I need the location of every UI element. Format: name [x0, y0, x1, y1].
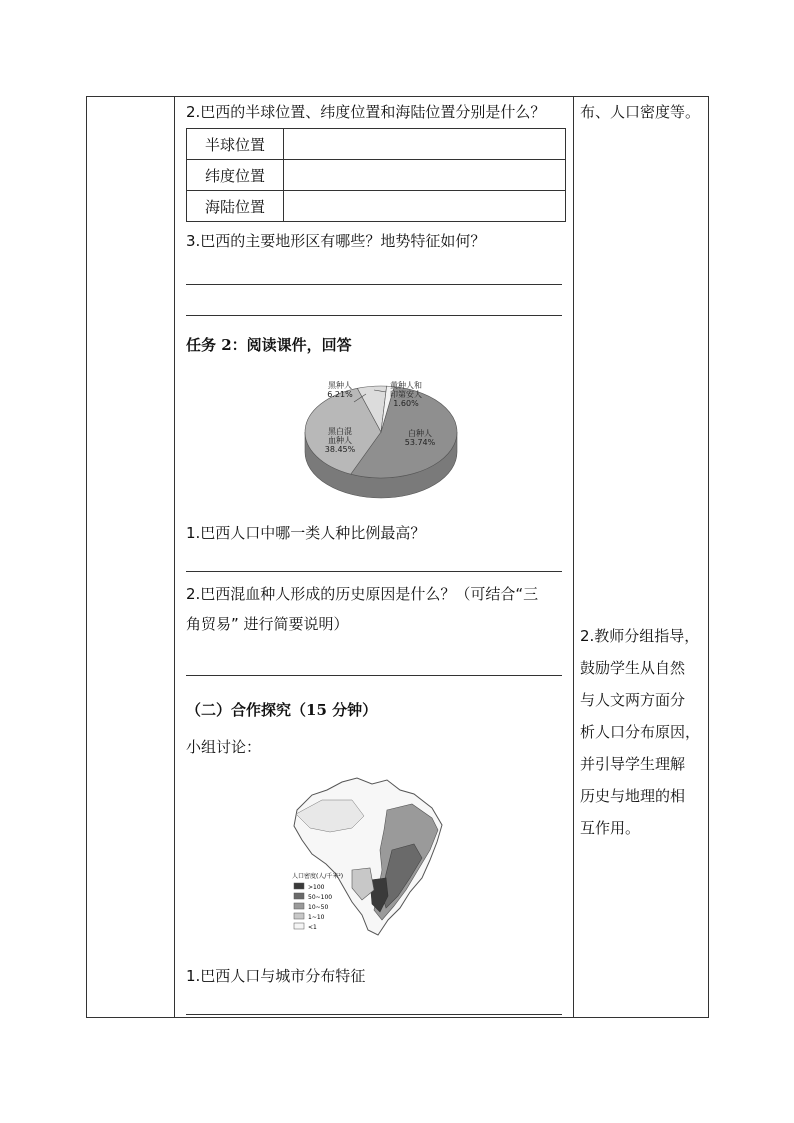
map-legend-label: <1 [308, 924, 317, 931]
question-race-proportion: 1.巴西人口中哪一类人种比例最高？ [186, 524, 426, 542]
question-terrain: 3.巴西的主要地形区有哪些？地势特征如何？ [186, 232, 486, 250]
race-pie-chart [296, 372, 466, 504]
teacher-note-line: 历史与地理的相 [580, 787, 686, 805]
map-legend-label: 1~10 [308, 914, 325, 921]
position-table [186, 128, 566, 222]
pie-label: 1.60% [393, 399, 419, 408]
question-mixed-race-line2: 角贸易” 进行简要说明） [186, 615, 349, 633]
question-population-city-distribution: 1.巴西人口与城市分布特征 [186, 967, 366, 985]
pie-label: 黑种人 [328, 381, 352, 390]
question-hemisphere-position: 2.巴西的半球位置、纬度位置和海陆位置分别是什么？ [186, 103, 546, 121]
table-row [187, 129, 566, 160]
answer-cell-hemisphere[interactable] [284, 129, 566, 160]
map-legend-swatch [294, 913, 304, 919]
group-discussion-label: 小组讨论： [186, 738, 262, 756]
brazil-population-density-map [282, 770, 452, 940]
pie-label: 白种人 [408, 429, 432, 438]
pie-label: 血种人 [328, 436, 352, 445]
map-legend-label: 50~100 [308, 894, 333, 901]
pie-label: 印第安人 [390, 390, 422, 399]
column-divider-1 [174, 97, 175, 1017]
pie-label: 6.21% [327, 390, 353, 399]
teacher-note-line: 与人文两方面分 [580, 691, 686, 709]
question-mixed-race-line1: 2.巴西混血种人形成的历史原因是什么？（可结合“三 [186, 585, 539, 603]
task-2-heading: 任务 2：阅读课件，回答 [186, 336, 352, 354]
row-label-latitude: 纬度位置 [187, 160, 284, 191]
pie-label: 黄种人和 [390, 381, 422, 390]
table-row [187, 160, 566, 191]
answer-line[interactable] [186, 675, 562, 676]
map-legend-title: 人口密度(人/千米²) [292, 873, 344, 880]
row-label-sea-land: 海陆位置 [187, 191, 284, 222]
map-legend-swatch [294, 883, 304, 889]
teacher-note-line: 析人口分布原因， [580, 723, 701, 741]
map-legend-label: >100 [308, 884, 325, 891]
row-label-hemisphere: 半球位置 [187, 129, 284, 160]
table-row [187, 191, 566, 222]
pie-label: 53.74% [404, 438, 436, 447]
right-column-continued-text: 布、人口密度等。 [580, 103, 701, 121]
teacher-note-line: 2.教师分组指导， [580, 627, 700, 645]
teacher-note-line: 并引导学生理解 [580, 755, 686, 773]
answer-line[interactable] [186, 284, 562, 285]
answer-cell-sea-land[interactable] [284, 191, 566, 222]
map-legend-swatch [294, 903, 304, 909]
teacher-note-line: 互作用。 [580, 819, 641, 837]
answer-line[interactable] [186, 1014, 562, 1015]
map-legend-label: 10~50 [308, 904, 329, 911]
pie-label: 黑白混 [328, 427, 352, 436]
teacher-note-line: 鼓励学生从自然 [580, 659, 686, 677]
section-cooperative-inquiry: （二）合作探究（15 分钟） [186, 701, 378, 719]
map-legend-swatch [294, 923, 304, 929]
teacher-guidance-note [580, 620, 702, 844]
answer-cell-latitude[interactable] [284, 160, 566, 191]
pie-label: 38.45% [324, 445, 356, 454]
answer-line[interactable] [186, 315, 562, 316]
map-legend-swatch [294, 893, 304, 899]
column-divider-2 [573, 97, 574, 1017]
answer-line[interactable] [186, 571, 562, 572]
